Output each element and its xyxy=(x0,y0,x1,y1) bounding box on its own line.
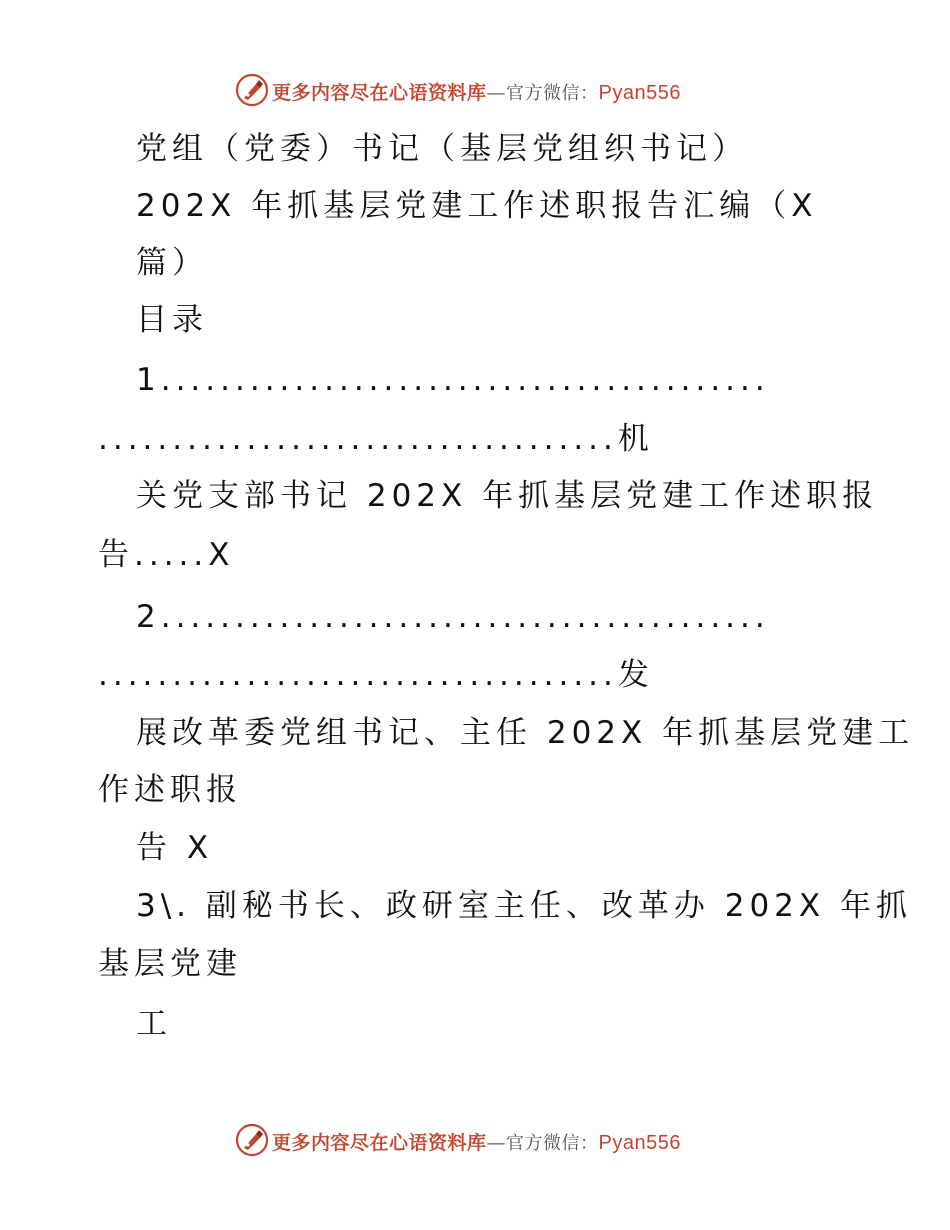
toc-entry-3-title: 基层党建 xyxy=(98,946,242,982)
toc-entry-1-page: 告.....X xyxy=(98,537,235,573)
watermark-text: 更多内容尽在心语资料库—官方微信：Pyan556 xyxy=(272,1132,681,1154)
toc-entry-2-title-cont: 作述职报 xyxy=(98,772,242,808)
toc-entry-3-page: 工 xyxy=(136,1006,172,1042)
toc-entry-3-number: 3\. 副秘书长、政研室主任、改革办 202X 年抓 xyxy=(136,888,912,924)
document-title-line-1: 党组（党委）书记（基层党组织书记） xyxy=(136,131,748,167)
document-title-line-3: 篇） xyxy=(136,245,208,281)
footer-watermark xyxy=(0,1120,950,1160)
toc-heading: 目录 xyxy=(136,302,208,338)
toc-entry-1-title: 关党支部书记 202X 年抓基层党建工作述职报 xyxy=(136,478,879,514)
toc-entry-2-dots: ...................................发 xyxy=(98,657,654,693)
watermark-text: 更多内容尽在心语资料库—官方微信：Pyan556 xyxy=(272,82,681,104)
toc-entry-1-number: 1......................................... xyxy=(136,362,770,398)
toc-entry-2-page: 告 X xyxy=(136,830,214,866)
toc-entry-1-dots: ...................................机 xyxy=(98,421,654,457)
toc-entry-2-title: 展改革委党组书记、主任 202X 年抓基层党建工 xyxy=(136,715,915,751)
pen-logo-icon xyxy=(234,1122,270,1162)
toc-entry-2-number: 2......................................... xyxy=(136,599,770,635)
document-title-line-2: 202X 年抓基层党建工作述职报告汇编（X xyxy=(136,188,818,224)
